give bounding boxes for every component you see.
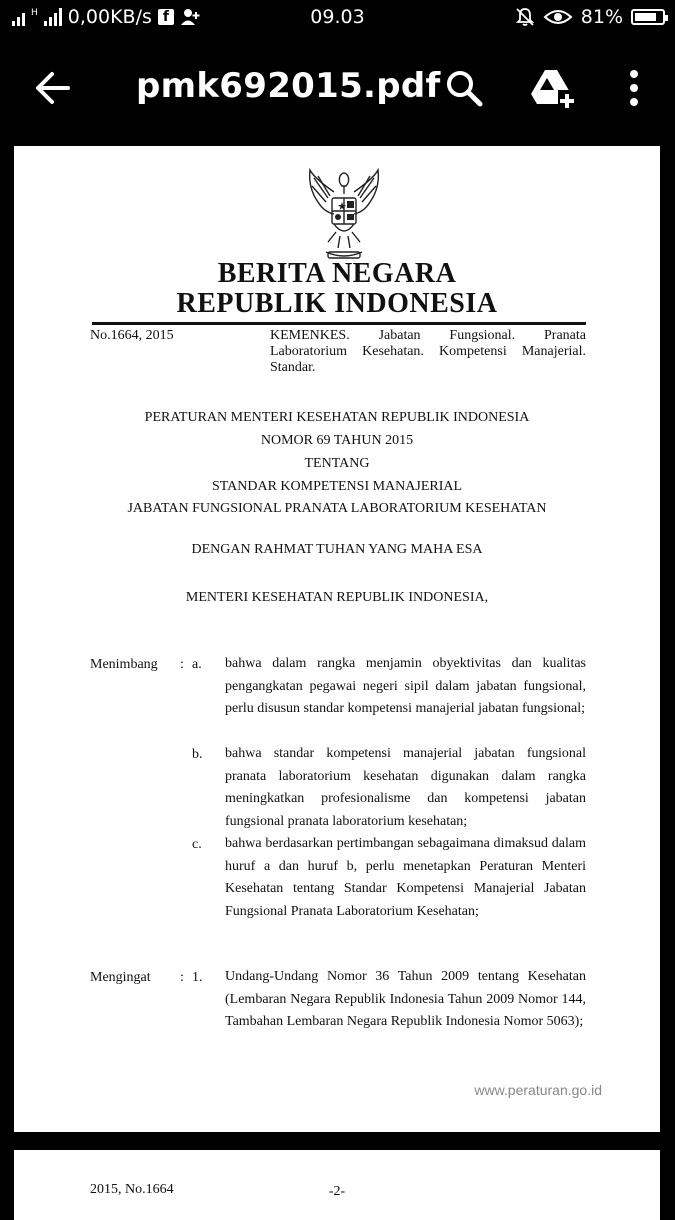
- app-bar: [0, 36, 675, 142]
- gazette-summary: KEMENKES. Jabatan Fungsional. Pranata Laboratorium Kesehatan. Kompetensi Manajerial. Standar.: [270, 328, 586, 375]
- back-arrow-icon[interactable]: [30, 66, 74, 110]
- invocation: DENGAN RAHMAT TUHAN YANG MAHA ESA: [191, 542, 483, 557]
- pdf-page-2: [14, 1150, 660, 1220]
- gazette-title: BERITA NEGARA: [217, 258, 457, 289]
- drive-add-icon[interactable]: [530, 66, 576, 110]
- header-rule: [92, 322, 586, 325]
- list-marker: 1.: [192, 970, 203, 985]
- mengingat-label: Mengingat: [90, 970, 151, 985]
- running-header: 2015, No.1664: [90, 1182, 174, 1197]
- page-number: -2-: [328, 1184, 346, 1199]
- menimbang-colon: :: [180, 657, 184, 672]
- network-type: H: [31, 7, 38, 18]
- list-marker: a.: [192, 657, 202, 672]
- status-right: [515, 6, 665, 28]
- list-marker: b.: [192, 747, 203, 762]
- battery-icon: [631, 9, 665, 25]
- mengingat-item: Undang-Undang Nomor 36 Tahun 2009 tentang Kesehatan (Lembaran Negara Republik Indonesia Tahun 2009 Nomor 144, Tambahan Lembaran Negara Republik Indonesia Nomor 5063);: [225, 969, 586, 1029]
- minister-title: MENTERI KESEHATAN REPUBLIK INDONESIA,: [185, 590, 489, 605]
- garuda-emblem-icon: [304, 168, 384, 268]
- regulation-title-line: NOMOR 69 TAHUN 2015: [260, 433, 414, 448]
- regulation-title-line: PERATURAN MENTERI KESEHATAN REPUBLIK INDONESIA: [144, 410, 530, 425]
- gazette-subtitle: REPUBLIK INDONESIA: [176, 288, 498, 319]
- regulation-title-line: STANDAR KOMPETENSI MANAJERIAL: [211, 479, 463, 494]
- menimbang-item: bahwa dalam rangka menjamin obyektivitas dan kualitas pengangkatan pegawai negeri sipil dalam jabatan fungsional, perlu disusun standar kompetensi manajerial jabatan fungsional;: [225, 656, 586, 716]
- regulation-title-line: TENTANG: [304, 456, 370, 471]
- more-vert-icon[interactable]: [620, 66, 648, 110]
- network-speed: 0,00KB/s: [67, 6, 152, 28]
- pdf-page-1: [14, 146, 660, 1132]
- gazette-number: No.1664, 2015: [90, 328, 174, 343]
- battery-percent: 81%: [580, 6, 623, 28]
- menimbang-label: Menimbang: [90, 657, 158, 672]
- menimbang-item: bahwa standar kompetensi manajerial jabatan fungsional pranata laboratorium kesehatan digunakan dalam rangka meningkatkan profesionalisme dan kompetensi jabatan fungsional pranata laboratorium kesehatan;: [225, 746, 586, 829]
- eye-icon: [543, 8, 573, 26]
- regulation-title-line: JABATAN FUNGSIONAL PRANATA LABORATORIUM KESEHATAN: [127, 501, 547, 516]
- status-bar: [0, 0, 675, 36]
- battery-fill: [635, 13, 656, 21]
- search-icon[interactable]: [444, 68, 484, 108]
- document-title: pmk692015.pdf: [136, 66, 441, 106]
- facebook-icon: f: [158, 9, 174, 25]
- mengingat-colon: :: [180, 970, 184, 985]
- list-marker: c.: [192, 837, 202, 852]
- mute-icon: [515, 7, 535, 27]
- menimbang-item: bahwa berdasarkan pertimbangan sebagaimana dimaksud dalam huruf a dan huruf b, perlu menetapkan Peraturan Menteri Kesehatan tentang Standar Kompetensi Manajerial Jabatan Fungsional Pranata Laboratorium Kesehatan;: [225, 836, 586, 919]
- status-time: 09.03: [310, 6, 365, 28]
- source-watermark: www.peraturan.go.id: [474, 1082, 602, 1098]
